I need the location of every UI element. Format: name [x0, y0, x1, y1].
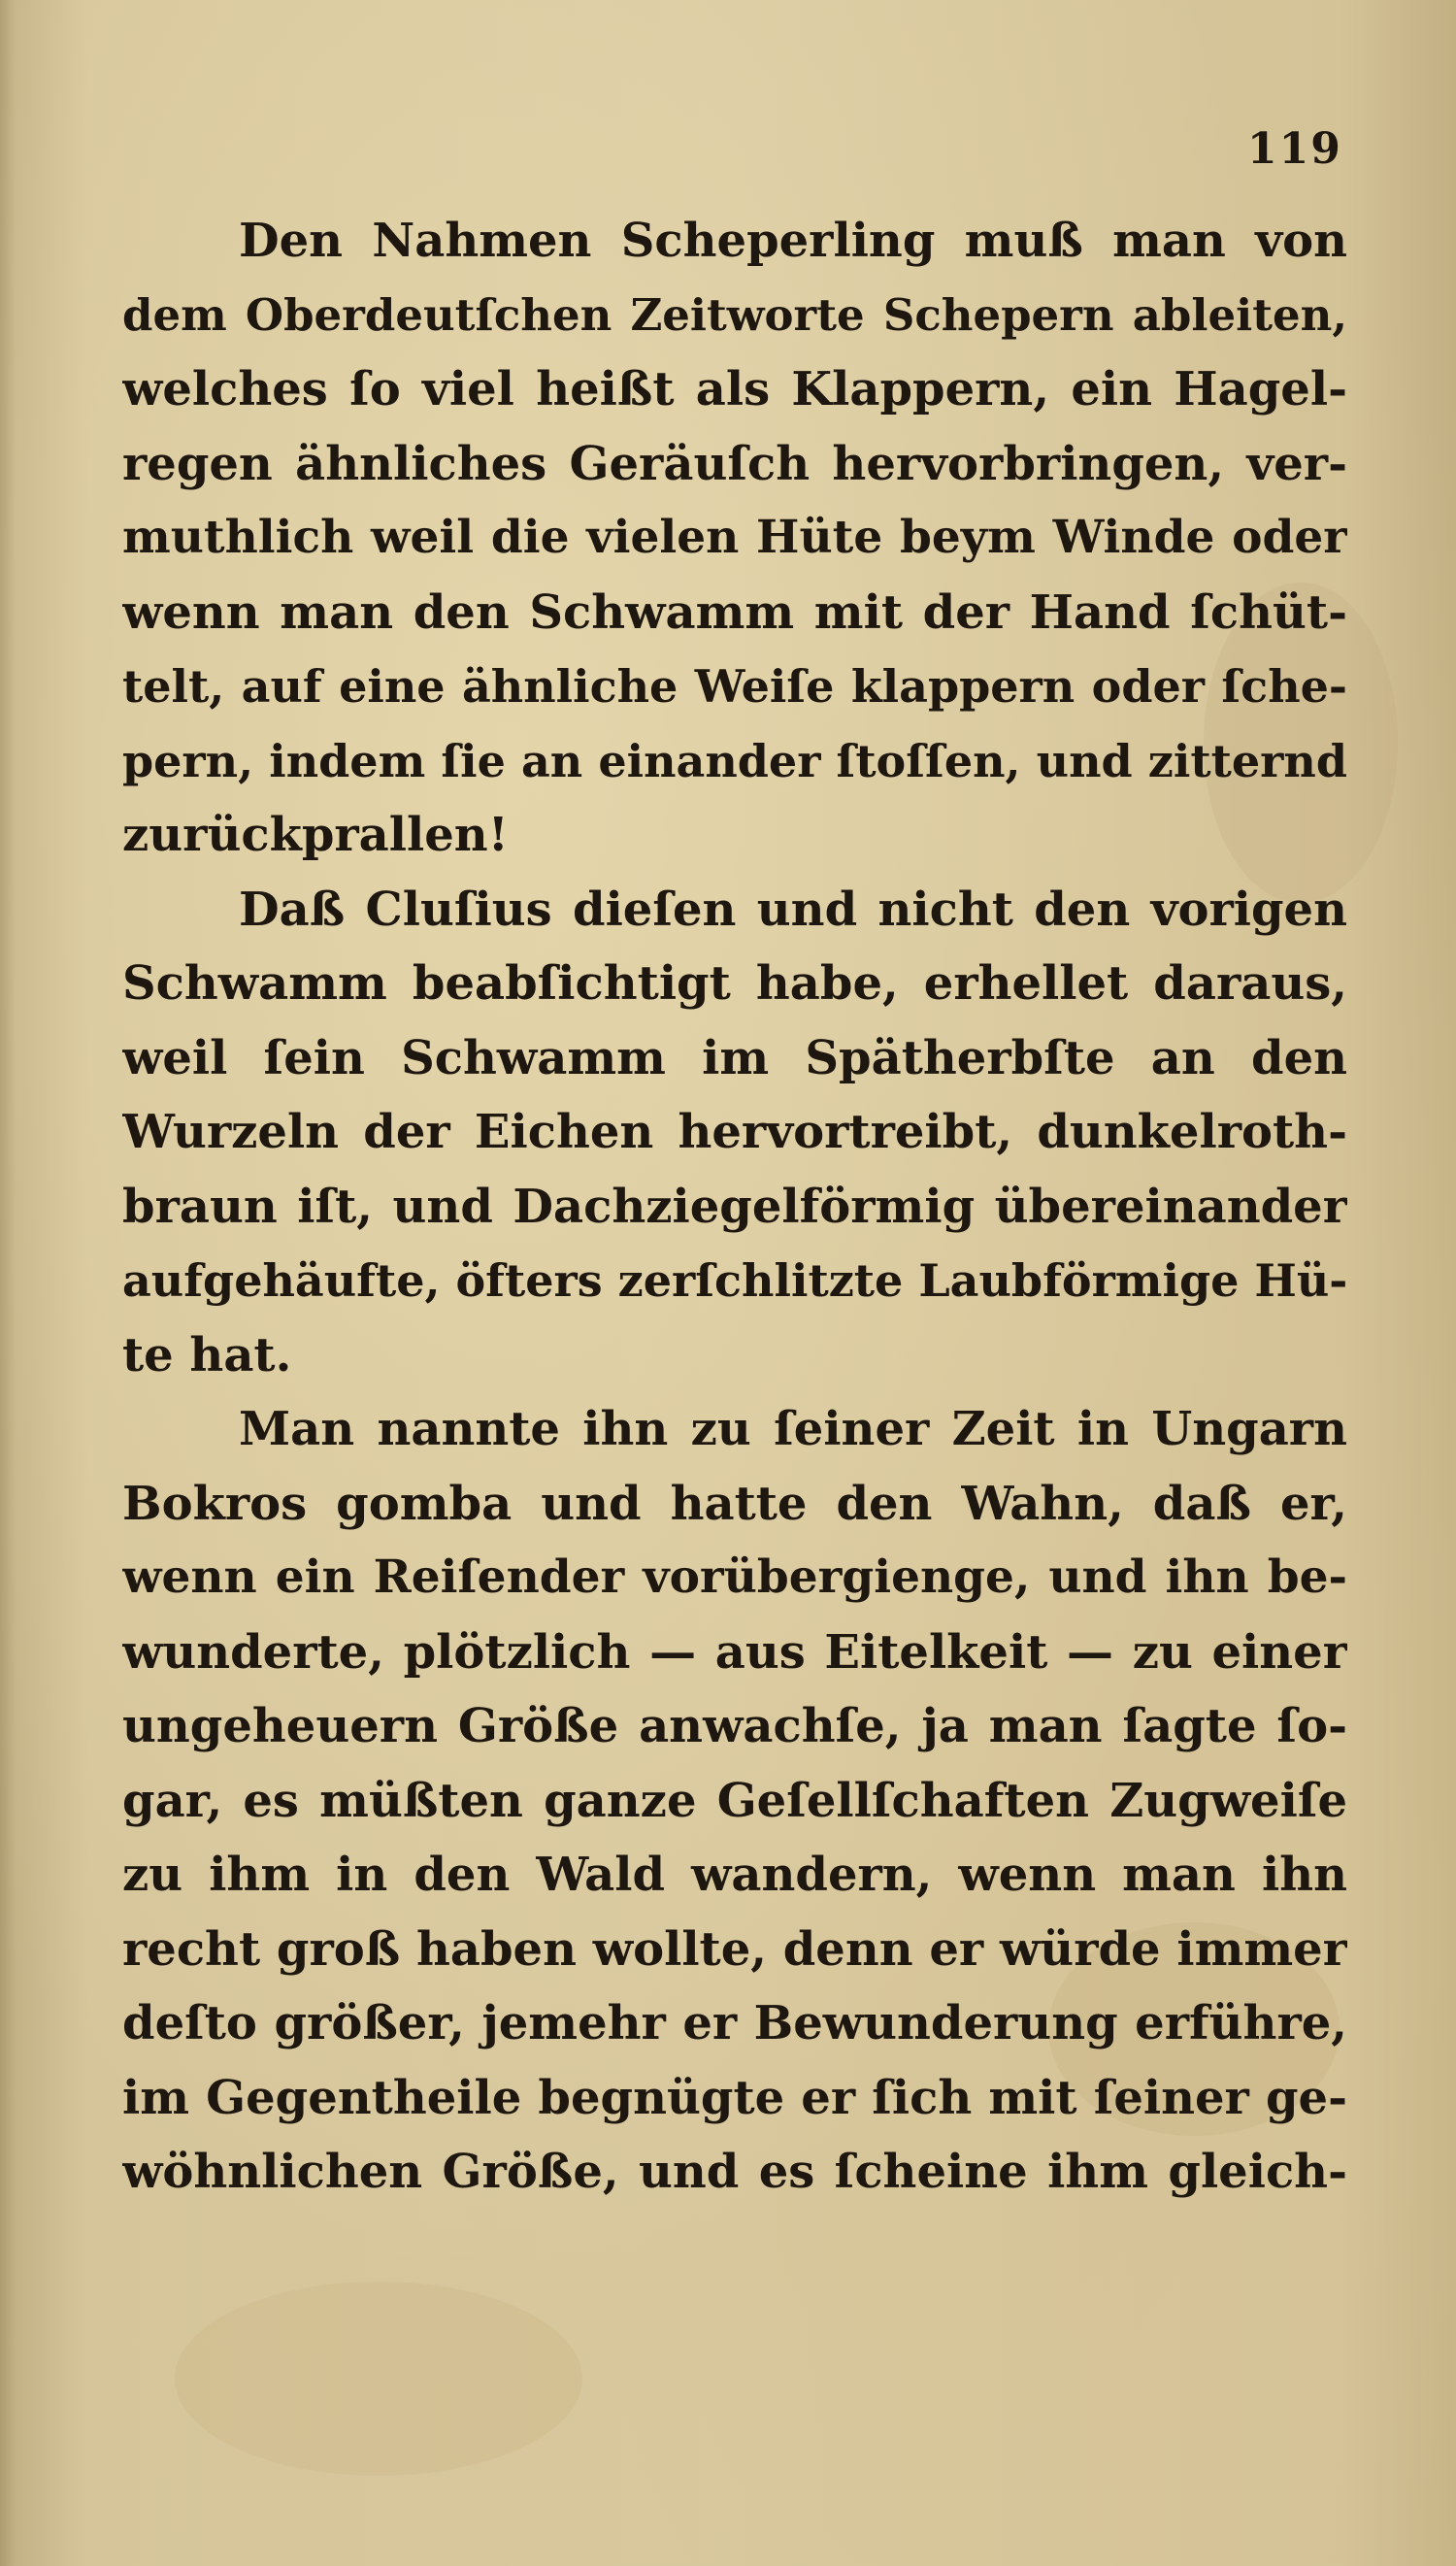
- text-line: Schwamm beabſichtigt habe, erhellet daraus,: [122, 956, 1347, 1011]
- text-line: welches ſo viel heißt als Klappern, ein Hagel-: [122, 362, 1347, 417]
- text-line: Man nannte ihn zu ſeiner Zeit in Ungarn: [239, 1402, 1347, 1456]
- text-line: wunderte, plötzlich — aus Eitelkeit — zu einer: [122, 1624, 1347, 1680]
- text-line: aufgehäufte, öfters zerſchlitzte Laubförmige Hü-: [122, 1254, 1347, 1307]
- text-line: recht groß haben wollte, denn er würde immer: [122, 1921, 1347, 1977]
- text-line: dem Oberdeutſchen Zeitworte Schepern ableiten,: [122, 288, 1347, 341]
- text-line: wöhnlichen Größe, und es ſcheine ihm gleich-: [122, 2145, 1347, 2199]
- text-line: ungeheuern Größe anwachſe, ja man ſagte ſo-: [122, 1699, 1347, 1753]
- text-line: wenn man den Schwamm mit der Hand ſchüt-: [122, 584, 1347, 640]
- text-line: Den Nahmen Scheperling muß man von: [239, 214, 1347, 268]
- text-line: zu ihm in den Wald wandern, wenn man ihn: [122, 1848, 1347, 1902]
- text-line: te hat.: [122, 1327, 292, 1383]
- text-line: regen ähnliches Geräuſch hervorbringen, ver-: [122, 436, 1347, 491]
- text-line: wenn ein Reiſender vorübergienge, und ihn be-: [122, 1550, 1347, 1604]
- text-line: pern, indem ſie an einander ſtoſſen, und zitternd: [122, 734, 1347, 787]
- text-line: im Gegentheile begnügte er ſich mit ſeiner ge-: [122, 2070, 1347, 2125]
- text-line: deſto größer, jemehr er Bewunderung erführe,: [122, 1996, 1347, 2050]
- text-line: zurückprallen!: [122, 808, 509, 862]
- text-line: telt, auf eine ähnliche Weiſe klappern oder ſche-: [122, 660, 1347, 713]
- text-line: braun iſt, und Dachziegelförmig übereinander: [122, 1179, 1347, 1234]
- page-number: 119: [1247, 124, 1342, 174]
- text-line: Daß Cluſius dieſen und nicht den vorigen: [239, 882, 1347, 937]
- text-line: weil ſein Schwamm im Spätherbſte an den: [122, 1030, 1347, 1085]
- text-line: muthlich weil die vielen Hüte beym Winde oder: [122, 511, 1347, 564]
- text-line: gar, es müßten ganze Geſellſchaften Zugweiſe: [122, 1773, 1347, 1828]
- text-line: Bokros gomba und hatte den Wahn, daß er,: [122, 1476, 1347, 1531]
- paper-stain: [175, 2282, 582, 2476]
- page-gutter-shadow: [0, 0, 16, 2566]
- body-text: [122, 204, 1347, 2210]
- text-line: Wurzeln der Eichen hervortreibt, dunkelroth-: [122, 1105, 1347, 1159]
